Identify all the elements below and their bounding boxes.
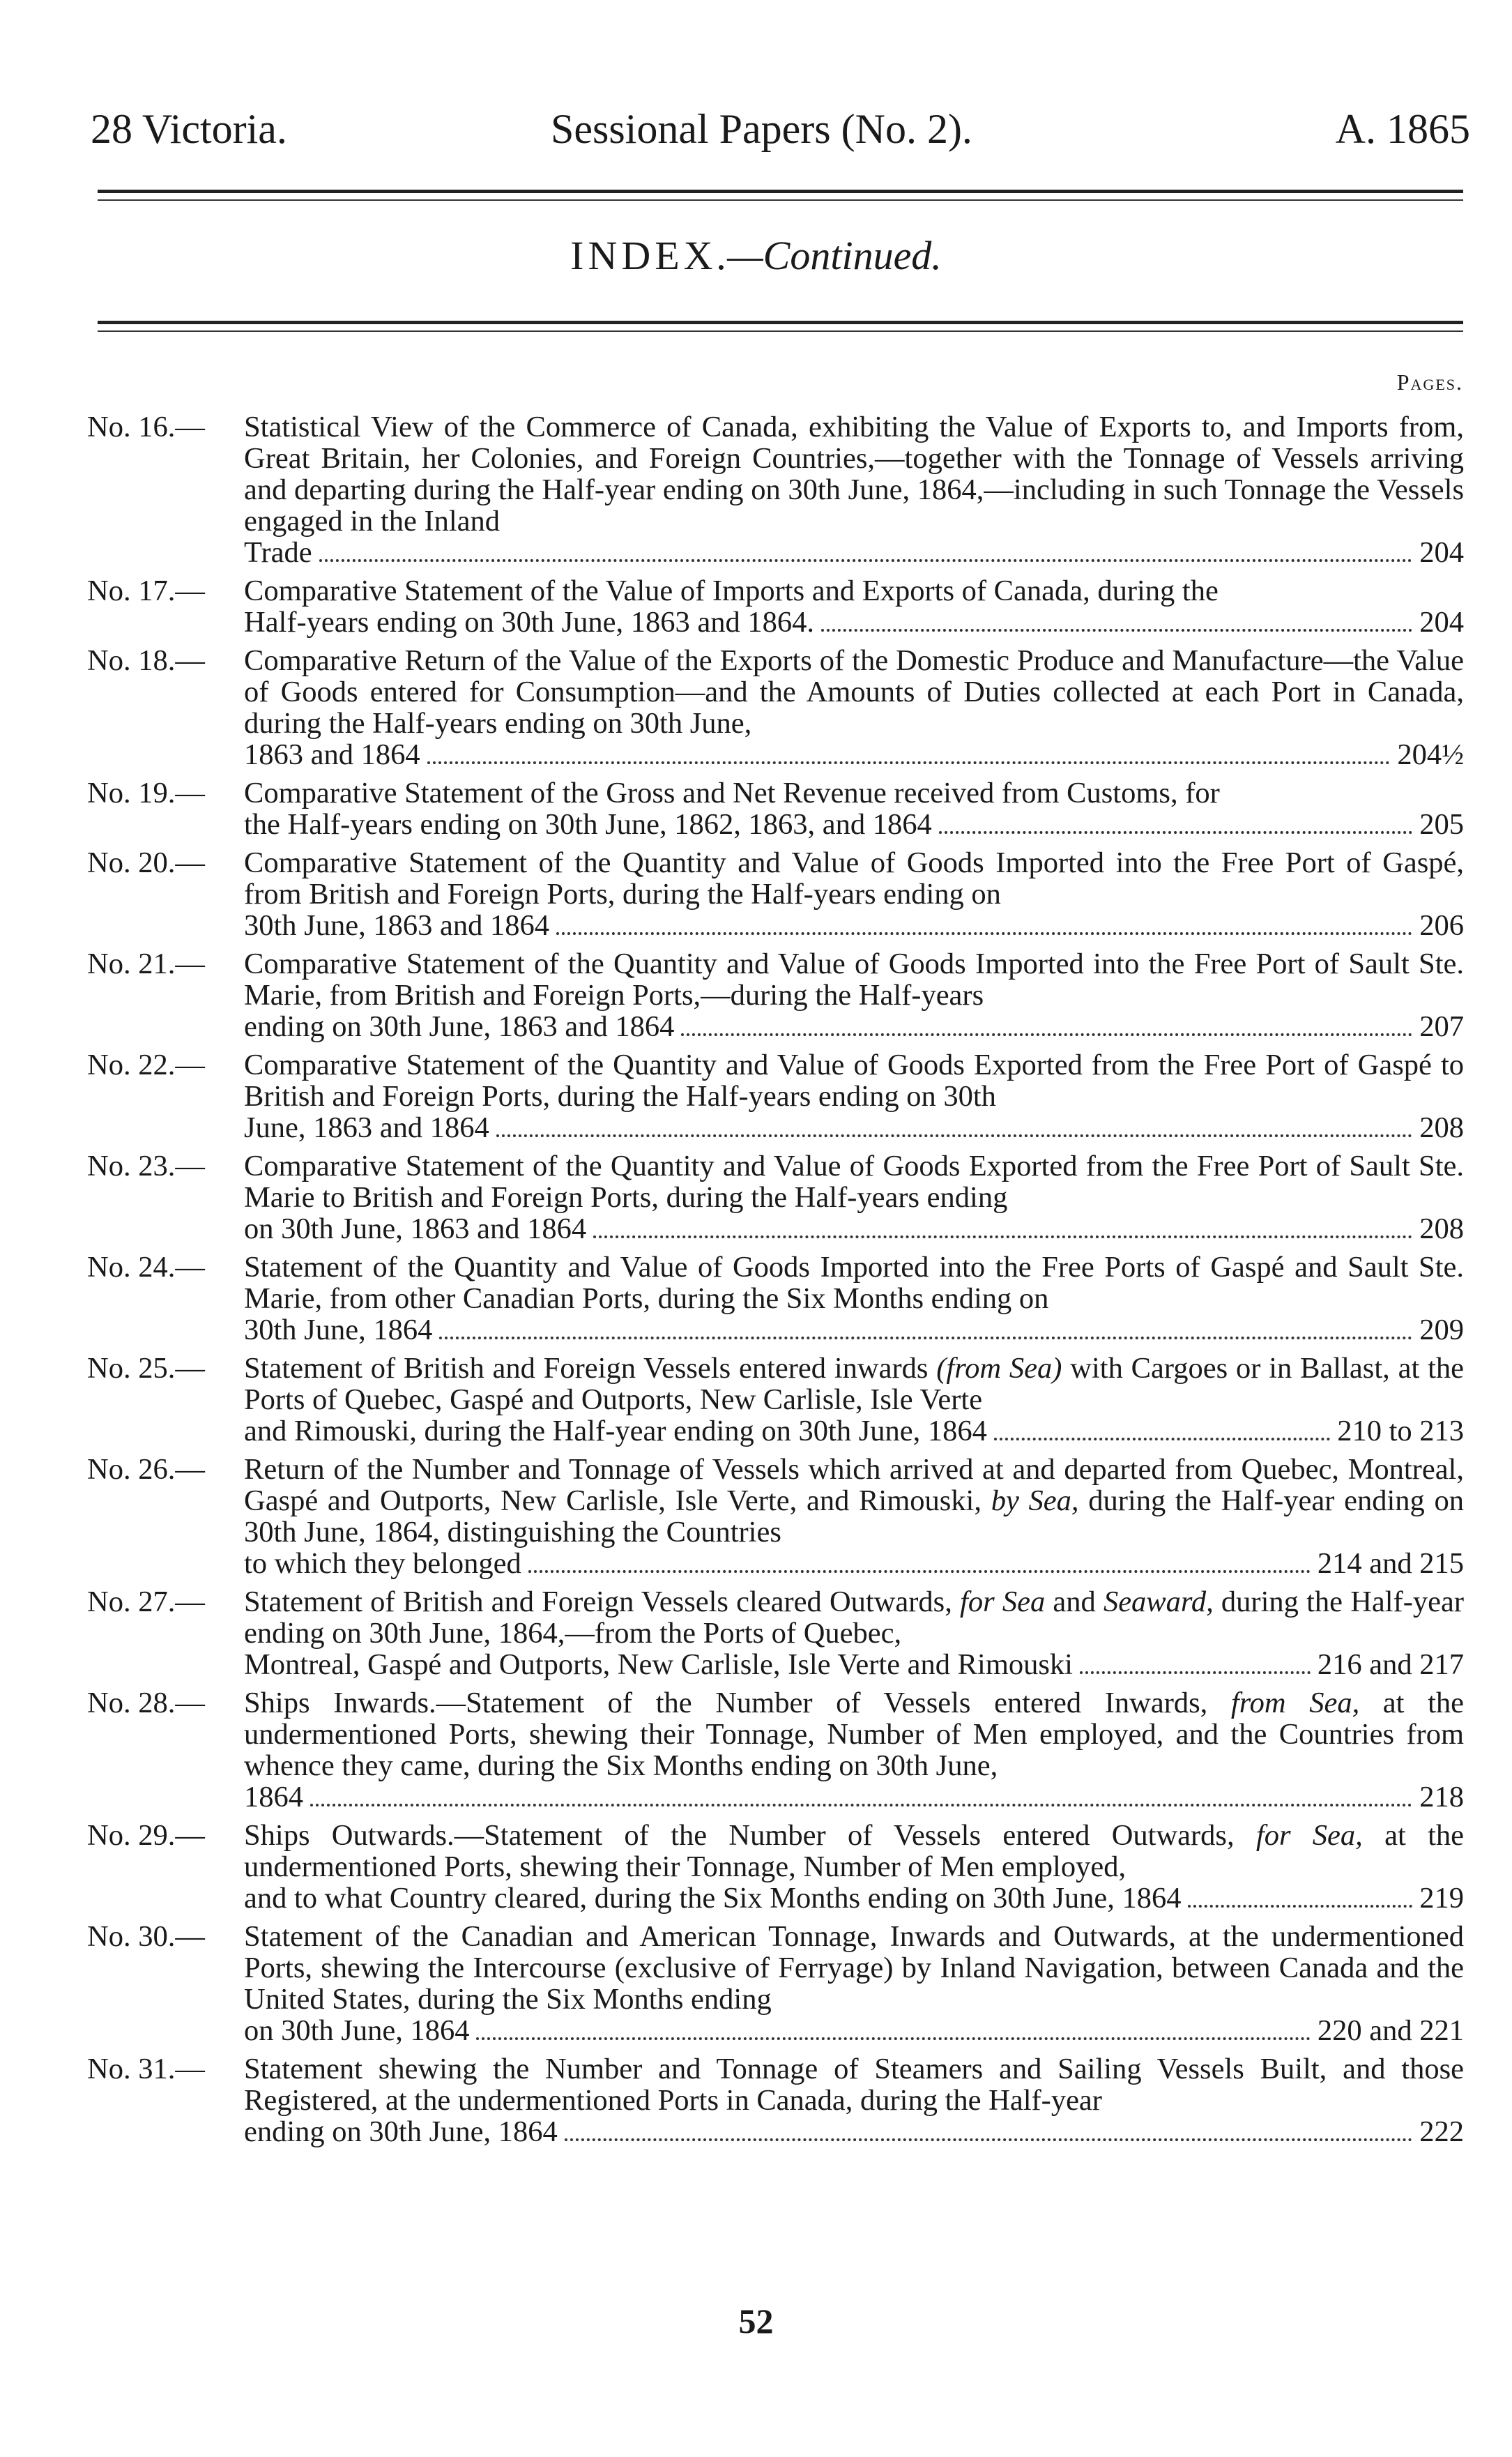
entry-description-part: at the undermentioned Ports, shewing their Tonnage, Number of Men employed, and the Countries from whence they came, during the Six Months ending on 30th June,	[244, 1687, 1465, 1782]
entry-description-part: for Sea,	[1255, 1819, 1363, 1852]
entry-description-part: Statement of British and Foreign Vessels cleared Outwards,	[244, 1585, 961, 1618]
entry-number: No. 25.—	[87, 1352, 205, 1385]
entry-final-line	[244, 1781, 1464, 1813]
entry-page-number: 207	[1419, 1010, 1464, 1043]
entry-page-number: 204	[1419, 606, 1464, 639]
dot-leader	[593, 1235, 1412, 1238]
entry-page-number: 208	[1419, 1212, 1464, 1245]
entry-description-part: Ships Inwards.—Statement of the Number of Vessels entered Inwards,	[244, 1687, 1231, 1719]
dot-leader	[427, 761, 1391, 764]
title-rule-top	[98, 321, 1463, 324]
entry-description: Statement shewing the Number and Tonnage of Steamers and Sailing Vessels Built, and those Registered, at the undermentioned Ports in Canada, during the Half-year	[244, 2053, 1464, 2117]
entry-description-part: with Cargoes or in Ballast, at the Ports of Quebec, Gaspé and Outports, New Carlisle, Isle Verte	[244, 1352, 1465, 1416]
entry-number: No. 20.—	[87, 846, 205, 879]
entry-number: No. 16.—	[87, 411, 205, 443]
entry-page-number: 205	[1419, 808, 1464, 841]
entry-number: No. 23.—	[87, 1150, 205, 1182]
dot-leader	[565, 2138, 1412, 2141]
entry-final-text: on 30th June, 1864	[244, 2014, 470, 2047]
page-number: 52	[738, 2302, 774, 2341]
index-entry	[87, 1252, 1464, 1346]
entry-final-text: 1864	[244, 1781, 303, 1813]
entry-description: Comparative Statement of the Quantity and Value of Goods Exported from the Free Port of Sault Ste. Marie to British and Foreign Ports, during the Half-years ending	[244, 1150, 1464, 1214]
index-entry	[87, 777, 1464, 841]
entry-final-line	[244, 910, 1464, 942]
index-entry	[87, 1454, 1464, 1580]
entry-description: Comparative Statement of the Value of Imports and Exports of Canada, during the	[244, 575, 1219, 607]
entry-description-part: and	[1045, 1585, 1104, 1618]
entry-number: No. 28.—	[87, 1687, 205, 1719]
entry-number: No. 29.—	[87, 1819, 205, 1852]
entry-number: No. 21.—	[87, 948, 205, 980]
entry-description	[244, 1454, 1464, 1548]
entry-number: No. 31.—	[87, 2053, 205, 2085]
entry-description-part: by Sea,	[991, 1484, 1079, 1517]
entry-description	[244, 1820, 1464, 1882]
entry-page-number: 204½	[1397, 738, 1464, 771]
entry-number: No. 27.—	[87, 1585, 205, 1618]
dot-leader	[310, 1804, 1412, 1806]
entry-final-text: and Rimouski, during the Half-year ending on 30th June, 1864	[244, 1415, 987, 1447]
entry-final-text: ending on 30th June, 1864	[244, 2115, 558, 2148]
header-sessional-papers: Sessional Papers (No. 2).	[551, 106, 972, 152]
entry-description-part: for Sea	[960, 1585, 1046, 1618]
entry-final-text: the Half-years ending on 30th June, 1862, 1863, and 1864	[244, 808, 932, 841]
entry-description	[244, 1353, 1464, 1415]
entry-description	[244, 1586, 1464, 1649]
index-entry	[87, 575, 1464, 639]
entry-description-part: Statement of British and Foreign Vessels entered inwards	[244, 1352, 937, 1385]
dot-leader	[1188, 1905, 1412, 1908]
entry-page-number: 214 and 215	[1317, 1547, 1464, 1580]
entry-final-text: on 30th June, 1863 and 1864	[244, 1212, 587, 1245]
entry-description	[244, 1687, 1464, 1781]
entry-page-number: 220 and 221	[1317, 2014, 1464, 2047]
entry-page-number: 209	[1419, 1314, 1464, 1346]
entry-number: No. 18.—	[87, 644, 205, 677]
running-head	[91, 105, 1470, 153]
entry-description-part: (from Sea)	[936, 1352, 1062, 1385]
header-rule-bottom	[98, 199, 1463, 201]
entry-description-part: Return of the Number and Tonnage of Vessels which arrived at and departed from Quebec, Montreal, Gaspé and Outports, New Carlisle, Isle Verte, and Rimouski,	[244, 1453, 1464, 1517]
entry-description: Comparative Statement of the Quantity and Value of Goods Exported from the Free Port of Gaspé to British and Foreign Ports, during the Half-years ending on 30th	[244, 1049, 1464, 1113]
entry-description: Statistical View of the Commerce of Canada, exhibiting the Value of Exports to, and Imports from, Great Britain, her Colonies, and Foreign Countries,—together with the Tonnage of Vessels arriving and departing during the Half-year ending on 30th June, 1864,—including in such Tonnage the Vessels engaged in the Inland	[244, 411, 1464, 538]
entry-final-text: Montreal, Gaspé and Outports, New Carlisle, Isle Verte and Rimouski	[244, 1648, 1073, 1681]
entry-number: No. 17.—	[87, 575, 205, 607]
index-entry	[87, 1921, 1464, 2047]
index-heading: INDEX	[570, 233, 717, 278]
dot-leader	[476, 2037, 1310, 2040]
entry-final-text: 30th June, 1863 and 1864	[244, 909, 549, 942]
entry-page-number: 216 and 217	[1317, 1648, 1464, 1681]
dot-leader	[528, 1570, 1311, 1573]
entry-number: No. 24.—	[87, 1251, 205, 1284]
entry-final-line	[244, 809, 1464, 841]
dot-leader	[439, 1337, 1412, 1339]
entry-final-line	[244, 1548, 1464, 1580]
header-rule-top	[98, 190, 1463, 193]
entry-final-line	[244, 2015, 1464, 2047]
entry-page-number: 218	[1419, 1781, 1464, 1813]
entry-final-line	[244, 1213, 1464, 1245]
entry-number: No. 26.—	[87, 1453, 205, 1486]
entry-final-line	[244, 607, 1464, 639]
dot-leader	[1080, 1671, 1311, 1674]
entry-page-number: 210 to 213	[1337, 1415, 1464, 1447]
entry-final-line	[244, 1314, 1464, 1346]
entry-final-line	[244, 2116, 1464, 2148]
entry-final-text: June, 1863 and 1864	[244, 1111, 489, 1144]
entry-final-line	[244, 1112, 1464, 1144]
header-year: A. 1865	[1335, 106, 1470, 152]
entry-final-line	[244, 739, 1464, 771]
entry-final-line	[244, 1649, 1464, 1681]
entry-final-text: to which they belonged	[244, 1547, 521, 1580]
entry-description: Comparative Return of the Value of the Exports of the Domestic Produce and Manufacture—the Value of Goods entered for Consumption—and the Amounts of Duties collected at each Port in Canada, during the Half-years ending on 30th June,	[244, 644, 1464, 740]
entry-final-text: Half-years ending on 30th June, 1863 and 1864.	[244, 606, 814, 639]
dot-leader	[496, 1134, 1412, 1137]
index-entry	[87, 1049, 1464, 1144]
dot-leader	[994, 1438, 1330, 1440]
entry-description-part: from Sea,	[1230, 1687, 1360, 1719]
index-entry	[87, 1150, 1464, 1245]
index-entry	[87, 1820, 1464, 1915]
entry-page-number: 219	[1419, 1882, 1464, 1915]
entry-final-line	[244, 1011, 1464, 1043]
entry-description: Comparative Statement of the Gross and Net Revenue received from Customs, for	[244, 777, 1220, 809]
entry-page-number: 206	[1419, 909, 1464, 942]
title-rule-bottom	[98, 330, 1463, 332]
entry-final-text: ending on 30th June, 1863 and 1864	[244, 1010, 675, 1043]
index-entry	[87, 847, 1464, 942]
index-entry	[87, 1586, 1464, 1681]
entry-page-number: 204	[1419, 536, 1464, 569]
pages-column-label: Pages.	[1396, 370, 1463, 395]
entry-description-part: Ships Outwards.—Statement of the Number of Vessels entered Outwards,	[244, 1819, 1256, 1852]
page-title	[0, 231, 1512, 280]
dot-leader	[681, 1033, 1412, 1036]
entry-final-line	[244, 537, 1464, 569]
dot-leader	[319, 559, 1413, 562]
dot-leader	[821, 629, 1412, 632]
index-entry	[87, 645, 1464, 771]
header-volume: 28 Victoria.	[91, 106, 287, 152]
entry-description-part: at the undermentioned Ports, shewing their Tonnage, Number of Men employed,	[244, 1819, 1465, 1883]
entry-number: No. 19.—	[87, 777, 205, 809]
index-entry	[87, 2053, 1464, 2148]
entry-final-text: and to what Country cleared, during the Six Months ending on 30th June, 1864	[244, 1882, 1182, 1915]
index-continued: .—Continued.	[717, 233, 942, 278]
dot-leader	[939, 831, 1412, 834]
entry-page-number: 208	[1419, 1111, 1464, 1144]
entry-description-part: during the Half-year ending on 30th June, 1864, distinguishing the Countries	[244, 1484, 1464, 1549]
entry-number: No. 22.—	[87, 1049, 205, 1081]
index-entry	[87, 1687, 1464, 1813]
entry-description: Comparative Statement of the Quantity and Value of Goods Imported into the Free Port of Gaspé, from British and Foreign Ports, during the Half-years ending on	[244, 846, 1464, 911]
entry-final-line	[244, 1882, 1464, 1915]
dot-leader	[556, 932, 1412, 935]
entry-number: No. 30.—	[87, 1920, 205, 1953]
entry-page-number: 222	[1419, 2115, 1464, 2148]
index-entry	[87, 948, 1464, 1043]
index-entry	[87, 1353, 1464, 1447]
entry-description-part: during the Half-year ending on 30th June, 1864,—from the Ports of Quebec,	[244, 1585, 1464, 1650]
entry-description: Statement of the Canadian and American Tonnage, Inwards and Outwards, at the undermentioned Ports, shewing the Intercourse (exclusive of Ferryage) by Inland Navigation, between Canada and the United States, during the Six Months ending	[244, 1920, 1464, 2016]
index-entries	[87, 411, 1464, 2154]
index-entry	[87, 411, 1464, 569]
entry-final-text: 1863 and 1864	[244, 738, 420, 771]
entry-description: Statement of the Quantity and Value of Goods Imported into the Free Ports of Gaspé and Sault Ste. Marie, from other Canadian Ports, during the Six Months ending on	[244, 1251, 1464, 1315]
entry-description: Comparative Statement of the Quantity and Value of Goods Imported into the Free Port of Sault Ste. Marie, from British and Foreign Ports,—during the Half-years	[244, 948, 1464, 1012]
entry-final-line	[244, 1415, 1464, 1447]
entry-description-part: Seaward,	[1103, 1585, 1214, 1618]
entry-final-text: 30th June, 1864	[244, 1314, 433, 1346]
entry-final-text: Trade	[244, 536, 312, 569]
